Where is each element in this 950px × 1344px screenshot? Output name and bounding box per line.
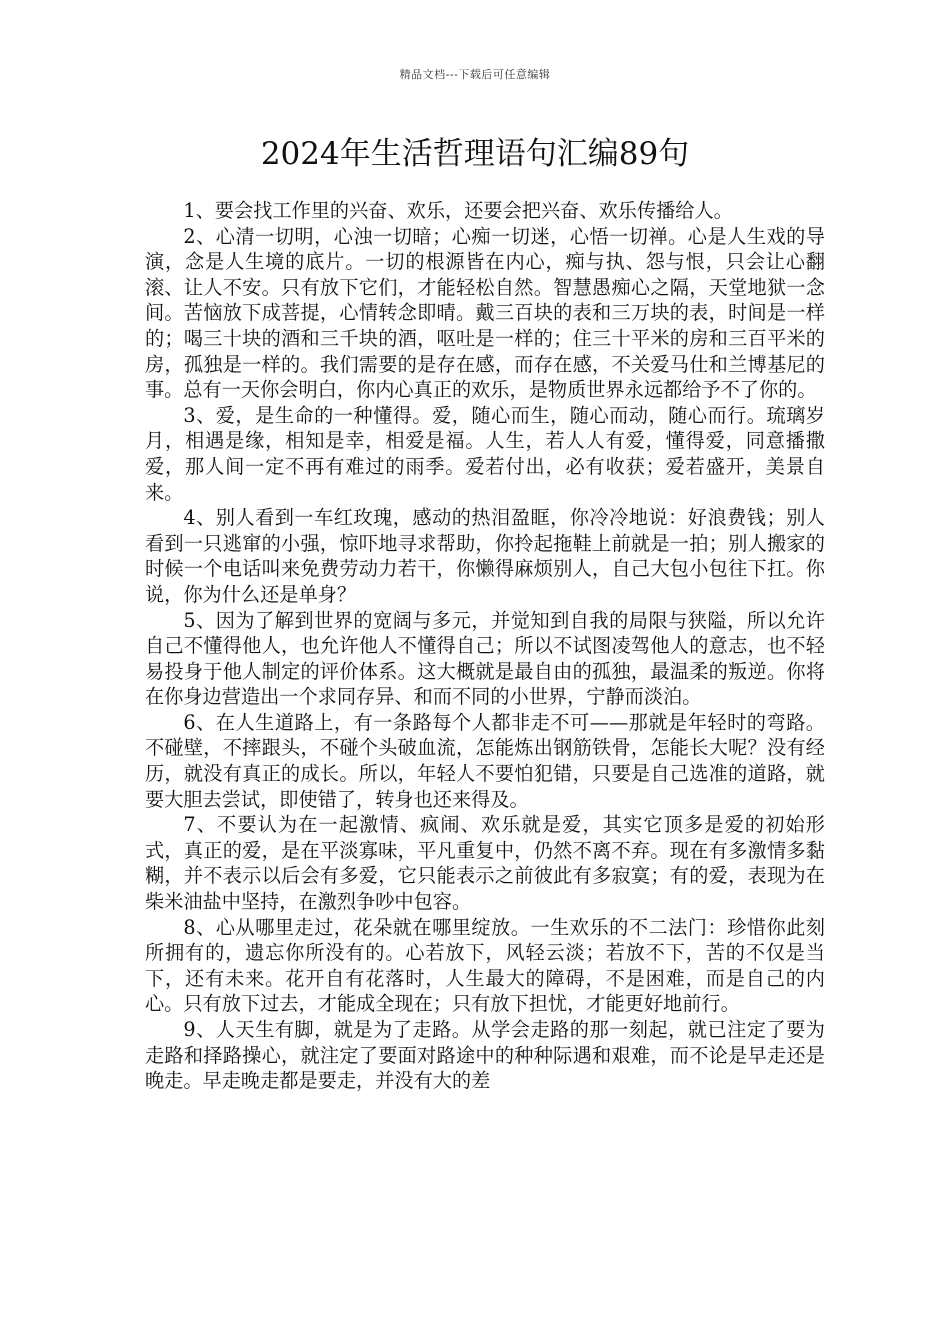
paragraph-1: 1、要会找工作里的兴奋、欢乐，还要会把兴奋、欢乐传播给人。 [183,199,733,222]
paragraph-9: 9、人天生有脚，就是为了走路。从学会走路的那一刻起，就已注定了要为走路和择路操心，就注定了要面对路途中的种种际遇和艰难，而不论是早走还是晚走。早走晚走都是要走，并没有大的差 [145,1018,825,1093]
paragraph-7: 7、不要认为在一起激情、疯闹、欢乐就是爱，其实它顶多是爱的初始形式，真正的爱，是在平淡寡味，平凡重复中，仍然不离不弃。现在有多激情多黏糊，并不表示以后会有多爱，它只能表示之前彼此有多寂寞；有的爱，表现为在柴米油盐中坚持，在激烈争吵中包容。 [145,813,825,914]
document-title: 2024年生活哲理语句汇编89句 [260,136,690,172]
document-body [145,198,825,1094]
paragraph-6: 6、在人生道路上，有一条路每个人都非走不可——那就是年轻时的弯路。不碰壁，不摔跟头，不碰个头破血流，怎能炼出钢筋铁骨，怎能长大呢？没有经历，就没有真正的成长。所以，年轻人不要怕犯错，只要是自己选准的道路，就要大胆去尝试，即使错了，转身也还来得及。 [145,710,825,811]
paragraph-3: 3、爱，是生命的一种懂得。爱，随心而生，随心而动，随心而行。琉璃岁月，相遇是缘，相知是幸，相爱是福。人生，若人人有爱，懂得爱，同意播撒爱，那人间一定不再有难过的雨季。爱若付出，必有收获；爱若盛开，美景自来。 [145,403,825,504]
page-header-note: 精品文档---下载后可任意编辑 [399,68,551,81]
paragraph-5: 5、因为了解到世界的宽阔与多元，并觉知到自我的局限与狭隘，所以允许自己不懂得他人，也允许他人不懂得自己；所以不试图凌驾他人的意志，也不轻易投身于他人制定的评价体系。这大概就是最自由的孤独，最温柔的叛逆。你将在你身边营造出一个求同存异、和而不同的小世界，宁静而淡泊。 [145,608,825,709]
paragraph-8: 8、心从哪里走过，花朵就在哪里绽放。一生欢乐的不二法门：珍惜你此刻所拥有的，遗忘你所没有的。心若放下，风轻云淡；若放不下，苦的不仅是当下，还有未来。花开自有花落时，人生最大的障碍，不是困难，而是自己的内心。只有放下过去，才能成全现在；只有放下担忧，才能更好地前行。 [145,915,825,1016]
paragraph-4: 4、别人看到一车红玫瑰，感动的热泪盈眶，你冷冷地说：好浪费钱；别人看到一只逃窜的小强，惊吓地寻求帮助，你拎起拖鞋上前就是一拍；别人搬家的时候一个电话叫来免费劳动力若干，你懒得麻烦别人，自己大包小包往下扛。你说，你为什么还是单身？ [145,506,825,606]
paragraph-2: 2、心清一切明，心浊一切暗；心痴一切迷，心悟一切禅。心是人生戏的导演，念是人生境的底片。一切的根源皆在内心，痴与执、怨与恨，只会让心翻滚、让人不安。只有放下它们，才能轻松自然。智慧愚痴心之隔，天堂地狱一念间。苦恼放下成菩提，心情转念即晴。戴三百块的表和三万块的表，时间是一样的；喝三十块的酒和三千块的酒，呕吐是一样的；住三十平米的房和三百平米的房，孤独是一样的。我们需要的是存在感，而存在感，不关爱马仕和兰博基尼的事。总有一天你会明白，你内心真正的欢乐，是物质世界永远都给予不了你的。 [145,224,825,402]
